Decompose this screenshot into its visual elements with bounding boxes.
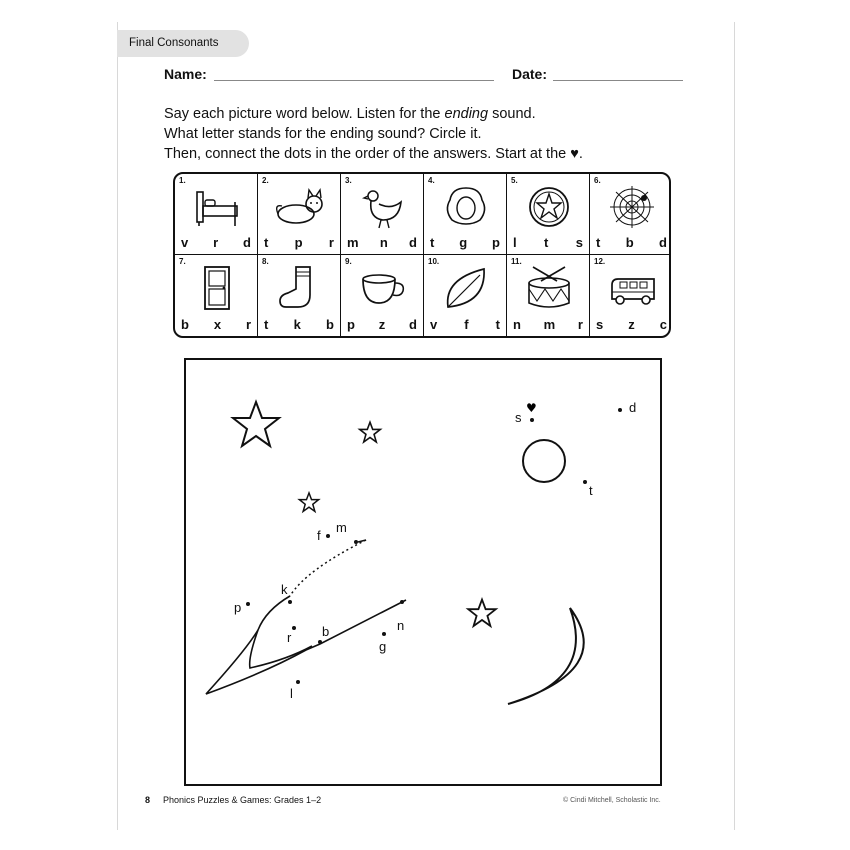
item-cell: 5. l t s bbox=[507, 174, 590, 255]
star-icon bbox=[233, 402, 279, 446]
dot-label-d: d bbox=[629, 400, 637, 415]
wig-icon bbox=[440, 184, 492, 230]
copyright: © Cindi Mitchell, Scholastic Inc. bbox=[563, 797, 661, 804]
item-cell: 1. v r d bbox=[175, 174, 258, 255]
book-title: Phonics Puzzles & Games: Grades 1–2 bbox=[163, 795, 322, 805]
drum-icon bbox=[523, 265, 575, 311]
cup-icon bbox=[357, 265, 409, 311]
dot-label-g: g bbox=[379, 639, 387, 654]
star-icon bbox=[468, 600, 496, 626]
item-cell: 6. t b d bbox=[590, 174, 671, 255]
dot-label-s: s bbox=[515, 410, 522, 425]
leaf-icon bbox=[440, 265, 492, 311]
item-cell: 2. t p r bbox=[258, 174, 341, 255]
dot-label-p: p bbox=[234, 600, 242, 615]
heart-icon: ♥ bbox=[526, 401, 537, 415]
dot-label-r: r bbox=[287, 630, 292, 645]
puzzle-drawing bbox=[186, 360, 660, 784]
item-cell: 11. n m r bbox=[507, 255, 590, 336]
crescent-moon bbox=[508, 608, 584, 704]
dot-label-t: t bbox=[589, 483, 593, 498]
dot-label-n: n bbox=[397, 618, 405, 633]
heart-icon: ♥ bbox=[570, 146, 579, 162]
spider-web-icon bbox=[606, 184, 658, 230]
moon-circle bbox=[523, 440, 565, 482]
item-cell: 8. t k b bbox=[258, 255, 341, 336]
item-cell: 3. m n d bbox=[341, 174, 424, 255]
dot-label-m: m bbox=[336, 520, 347, 535]
dot-label-b: b bbox=[322, 624, 330, 639]
item-cell: 10. v f t bbox=[424, 255, 507, 336]
item-cell: 9. p z d bbox=[341, 255, 424, 336]
sock-icon bbox=[274, 265, 326, 311]
name-label: Name: bbox=[164, 66, 207, 82]
dot-label-l: l bbox=[290, 686, 293, 701]
section-tab: Final Consonants bbox=[117, 30, 249, 57]
item-cell: 4. t g p bbox=[424, 174, 507, 255]
bus-icon bbox=[606, 265, 658, 311]
star-icon bbox=[360, 422, 381, 442]
star-icon bbox=[299, 493, 318, 511]
item-cell: 12. s z c bbox=[594, 257, 667, 332]
dot-to-dot-puzzle bbox=[184, 358, 662, 786]
date-label: Date: bbox=[512, 66, 548, 82]
hen-icon bbox=[357, 184, 409, 230]
page-number: 8 bbox=[145, 795, 151, 805]
dot-label-k: k bbox=[281, 582, 288, 597]
cat-icon bbox=[274, 184, 326, 230]
instructions: Say each picture word below. Listen for the ending sound. What letter stands for the ending sound? Circle it. Then, connect the dots in the order of the answers. Start at the ♥. bbox=[164, 106, 583, 162]
name-line[interactable] bbox=[214, 80, 494, 81]
door-icon bbox=[191, 265, 243, 311]
item-cell: 7. b x r bbox=[175, 255, 258, 336]
bed-icon bbox=[191, 184, 243, 230]
date-line[interactable] bbox=[553, 80, 683, 81]
ball-icon bbox=[523, 184, 575, 230]
picture-grid bbox=[173, 172, 671, 338]
dot-label-f: f bbox=[317, 528, 321, 543]
